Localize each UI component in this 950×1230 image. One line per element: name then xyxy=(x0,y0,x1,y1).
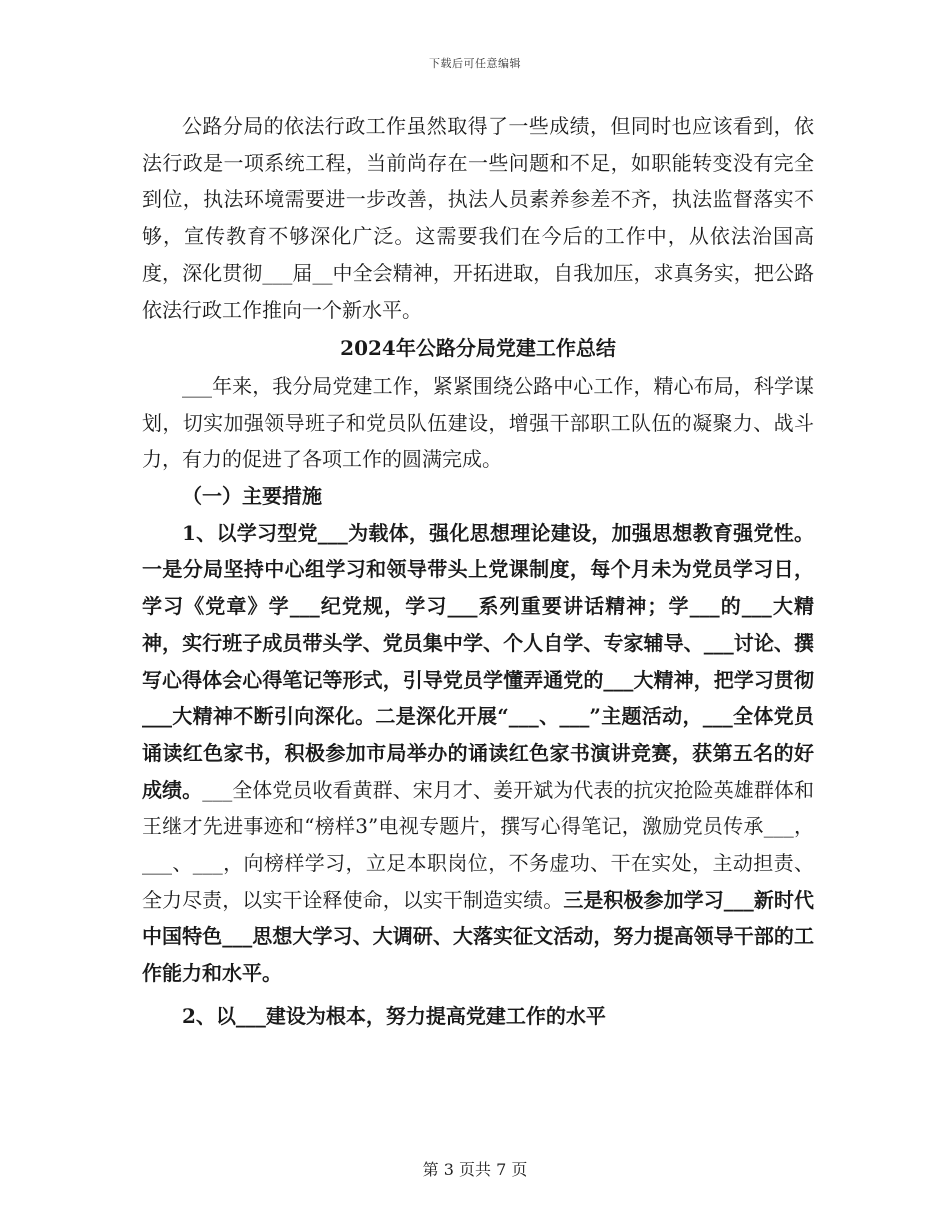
item-1-bold-tail: 三是积极参加学习___新时代中国特色___思想大学习、大调研、大落实征文活动，努力提高领导干部的工作能力和水平。 xyxy=(142,887,814,986)
closing-paragraph: 公路分局的依法行政工作虽然取得了一些成绩，但同时也应该看到，依法行政是一项系统工程，当前尚存在一些问题和不足，如职能转变没有完全到位，执法环境需要进一步改善，执法人员素养参差不齐，执法监督落实不够，宣传教育不够深化广泛。这需要我们在今后的工作中，从依法治国高度，深化贯彻___届__中全会精神，开拓进取，自我加压，求真务实，把公路依法行政工作推向一个新水平。 xyxy=(142,114,814,322)
page-footer: 第 3 页共 7 页 xyxy=(422,1160,528,1179)
item-2-heading: 2、以___建设为根本，努力提高党建工作的水平 xyxy=(182,1003,606,1028)
document-body xyxy=(142,108,814,1035)
intro-paragraph: ___年来，我分局党建工作，紧紧围绕公路中心工作，精心布局，科学谋划，切实加强领导班子和党员队伍建设，增强干部职工队伍的凝聚力、战斗力，有力的促进了各项工作的圆满完成。 xyxy=(142,373,814,472)
item-1-bold-lead: 1、以学习型党___为载体，强化思想理论建设，加强思想教育强党性。一是分局坚持中心组学习和领导带头上党课制度，每个月未为党员学习日，学习《党章》学___纪党规，学习___系列重要讲话精神；学___的___大精神，实行班子成员带头学、党员集中学、个人自学、专家辅导、___讨论、撰写心得体会心得笔记等形式，引导党员学懂弄通党的___大精神，把学习贯彻___大精神不断引向深化。二是深化开展“___、___”主题活动，___全体党员诵读红色家书，积极参加市局举办的诵读红色家书演讲竞赛，获第五名的好成绩。 xyxy=(142,520,814,802)
item-1-paragraph xyxy=(142,515,814,992)
page-header: 下载后可任意编辑 xyxy=(429,57,521,70)
item-1-normal-text: ___全体党员收看黄群、宋月才、姜开斌为代表的抗灾抢险英雄群体和王继才先进事迹和“榜样3”电视专题片，撰写心得笔记，激励党员传承___，___、___，向榜样学习，立足本职岗位，不务虚功、干在实处，主动担责、全力尽责，以实干诠释使命，以实干制造实绩。 xyxy=(142,777,814,912)
document-title: 2024年公路分局党建工作总结 xyxy=(340,336,616,361)
main-measures-heading: （一）主要措施 xyxy=(182,484,322,509)
